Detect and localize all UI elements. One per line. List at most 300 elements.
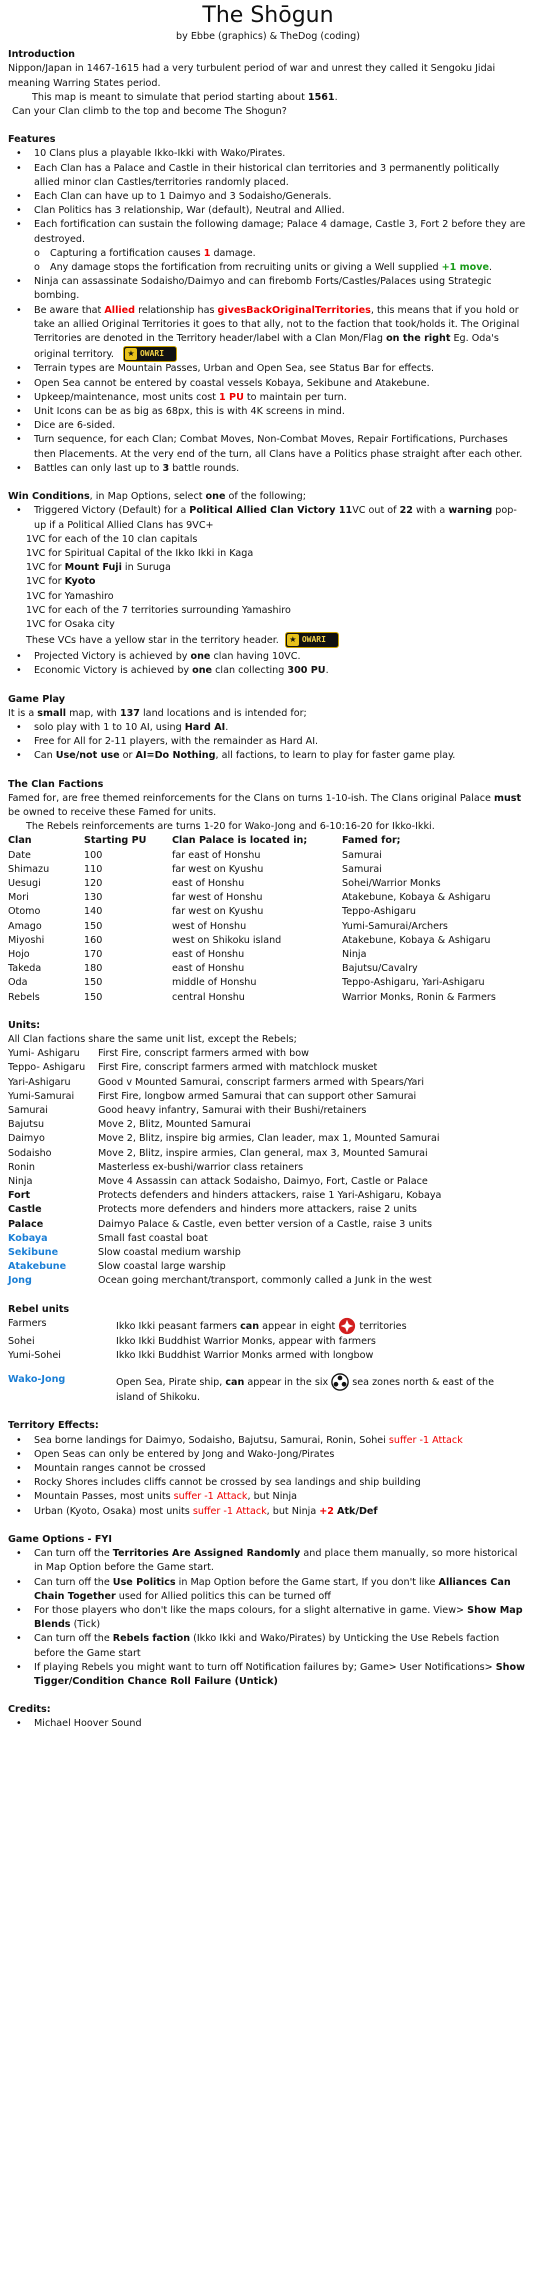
starting-pu: 150: [84, 977, 103, 989]
unit-desc: Move 2, Blitz, inspire big armies, Clan leader, max 1, Mounted Samurai: [98, 1133, 440, 1145]
unit-name: Bajutsu: [8, 1119, 45, 1131]
sub-text: damage.: [210, 247, 256, 259]
intro-heading: Introduction: [8, 49, 75, 61]
vc-line: [8, 575, 528, 589]
unit-name: Yumi- Ashigaru: [8, 1048, 80, 1060]
table-row: [8, 1363, 516, 1373]
credits-list: [8, 1717, 528, 1731]
text: Mount Fuji: [64, 562, 122, 574]
text: one: [192, 665, 213, 677]
unit-desc: Slow coastal medium warship: [98, 1247, 241, 1259]
document-page: [0, 2, 536, 1732]
text: VC out of: [352, 505, 400, 517]
text: Projected Victory is achieved by: [34, 651, 191, 663]
table-row: [8, 1203, 441, 1217]
text: Atk/Def: [337, 1505, 378, 1517]
clan-name: Oda: [8, 977, 28, 989]
text: (Ikko Ikki and Wako/Pirates) by Unticking the Use Rebels faction before the Game start: [34, 1633, 500, 1659]
unit-desc: Move 2, Blitz, Mounted Samurai: [98, 1119, 251, 1131]
list-item: • Each Clan has a Palace and Castle in their historical clan territories and 3 permanently politically allied minor clan Castles/territories randomly placed.: [34, 162, 528, 190]
unit-name: Wako-Jong: [8, 1374, 66, 1386]
intro-text: This map is meant to simulate that period starting about: [32, 91, 308, 103]
text: can: [225, 1377, 245, 1389]
intro-year: 1561: [307, 91, 335, 103]
palace-location: east of Honshu: [172, 877, 245, 889]
features-list-2: [8, 275, 528, 476]
unit-name: Yari-Ashigaru: [8, 1076, 71, 1088]
options-list: [8, 1547, 528, 1689]
palace-location: far east of Honshu: [172, 849, 261, 861]
text: Can turn off the: [34, 1633, 113, 1645]
table-row: [8, 1132, 441, 1146]
text: appear in the six: [244, 1377, 332, 1389]
list-item: • Mountain ranges cannot be crossed: [34, 1462, 528, 1476]
text: one: [205, 491, 226, 503]
move-bonus: +1 move: [441, 262, 490, 274]
unit-desc: [116, 1373, 516, 1405]
unit-name: Castle: [8, 1204, 42, 1216]
features-heading: Features: [8, 134, 56, 146]
sub-item: o Capturing a fortification causes 1 damage.: [34, 247, 256, 259]
text: to maintain per turn.: [243, 391, 347, 403]
list-item: • Open Seas can only be entered by Jong and Wako-Jong/Pirates: [34, 1448, 528, 1462]
text: It is a: [8, 707, 38, 719]
text: These VCs have a yellow star in the territory header.: [26, 635, 279, 647]
unit-desc: First Fire, conscript farmers armed with matchlock musket: [98, 1062, 378, 1074]
list-item: [34, 1434, 528, 1448]
unit-name: Yumi-Samurai: [8, 1090, 75, 1102]
list-item: • 10 Clans plus a playable Ikko-Ikki with Wako/Pirates.: [34, 147, 528, 161]
vc-line: 1VC for each of the 10 clan capitals: [26, 533, 198, 545]
text: be owned to receive these Famed for units.: [8, 806, 217, 818]
gameplay-list: [8, 721, 528, 764]
text: Ikko Ikki peasant farmers: [116, 1320, 241, 1332]
text: Rebels faction: [112, 1633, 191, 1645]
text: battle rounds.: [169, 462, 240, 474]
text: one: [190, 651, 211, 663]
clan-name: Date: [8, 849, 31, 861]
palace-location: east of Honshu: [172, 963, 245, 975]
text: Show Tigger/Condition Chance Roll Failure (Untick): [34, 1661, 525, 1687]
list-item: • Dice are 6-sided.: [34, 419, 528, 433]
clans-table-body: [8, 849, 496, 1005]
famed-for: Warrior Monks, Ronin & Farmers: [342, 991, 496, 1003]
list-item: • Clan Politics has 3 relationship, War (default), Neutral and Allied.: [34, 204, 528, 218]
win-list: [8, 504, 528, 532]
penalty: suffer -1 Attack: [192, 1505, 267, 1517]
clans-rebels-note: The Rebels reinforcements are turns 1-20 for Wako-Jong and 6-10:16-20 for Ikko-Ikki.: [26, 821, 435, 833]
territory-badge-owari: [123, 346, 177, 362]
territory-list: [8, 1434, 528, 1519]
vc-line: 1VC for Yamashiro: [26, 590, 114, 602]
table-row: [8, 1274, 441, 1288]
famed-for: Bajutsu/Cavalry: [342, 963, 418, 975]
column-header: Starting PU: [84, 835, 147, 847]
list-item: [34, 1661, 528, 1689]
palace-location: middle of Honshu: [172, 977, 257, 989]
vc-line: 1VC for Spiritual Capital of the Ikko Ikki in Kaga: [26, 547, 254, 559]
unit-desc: [116, 1317, 516, 1335]
starting-pu: 130: [84, 892, 103, 904]
text: Urban (Kyoto, Osaka) most units: [34, 1505, 193, 1517]
text: 22: [399, 505, 413, 517]
clan-name: Amago: [8, 920, 42, 932]
palace-location: far west on Kyushu: [172, 863, 264, 875]
list-item: • Michael Hoover Sound: [34, 1717, 528, 1731]
starting-pu: 150: [84, 991, 103, 1003]
unit-desc: Small fast coastal boat: [98, 1232, 208, 1244]
text: Show Map Blends: [34, 1604, 523, 1631]
sub-item: o Any damage stops the fortification from recruiting units or giving a Well supplied +1 move.: [34, 262, 493, 274]
unit-desc: Good heavy infantry, Samurai with their Bushi/retainers: [98, 1105, 367, 1117]
unit-desc: Move 4 Assassin can attack Sodaisho, Daimyo, Fort, Castle or Palace: [98, 1176, 428, 1188]
gives-back-keyword: givesBackOriginalTerritories: [217, 304, 371, 316]
list-item: [34, 1490, 528, 1504]
sub-text: Any damage stops the fortification from recruiting units or giving a Well supplied: [50, 262, 442, 274]
text: , but Ninja: [247, 1491, 298, 1503]
famed-for: Samurai: [342, 863, 382, 875]
text: warning: [448, 505, 493, 517]
list-item: [34, 749, 528, 763]
text: Can turn off the: [34, 1548, 113, 1560]
famed-for: Atakebune, Kobaya & Ashigaru: [342, 934, 491, 946]
text: relationship has: [135, 304, 218, 316]
text: Kyoto: [64, 576, 96, 588]
text: Alliances Can Chain Together: [34, 1576, 511, 1602]
table-row: [8, 1118, 441, 1132]
features-list: [8, 147, 528, 246]
unit-name: Palace: [8, 1218, 44, 1230]
unit-desc: Ocean going merchant/transport, commonly called a Junk in the west: [98, 1275, 432, 1287]
text: or: [119, 750, 136, 762]
unit-desc: Protects defenders and hinders attackers, raise 1 Yari-Ashigaru, Kobaya: [98, 1190, 442, 1202]
unit-name: Daimyo: [8, 1133, 45, 1145]
palace-location: east of Honshu: [172, 948, 245, 960]
unit-name: Ninja: [8, 1176, 33, 1188]
text: must: [493, 792, 522, 804]
clan-name: Shimazu: [8, 863, 50, 875]
text: with a: [412, 505, 449, 517]
starting-pu: 110: [84, 863, 103, 875]
star-icon: ★: [125, 348, 137, 360]
rebels-heading: Rebel units: [8, 1303, 70, 1315]
units-intro: All Clan factions share the same unit list, except the Rebels;: [8, 1034, 297, 1045]
text: Hard AI: [184, 721, 226, 733]
list-item: [34, 304, 528, 363]
unit-desc: Move 2, Blitz, inspire armies, Clan general, max 3, Mounted Samurai: [98, 1147, 428, 1159]
text: pop-up if a Political Allied Clans has 9VC+: [34, 505, 517, 531]
text: Be aware that: [34, 304, 105, 316]
unit-name: Atakebune: [8, 1261, 67, 1273]
star-icon: ★: [287, 634, 299, 646]
unit-desc: Ikko Ikki Buddhist Warrior Monks, appear with farmers: [116, 1335, 376, 1347]
list-item: [34, 664, 528, 678]
table-row: [8, 877, 496, 891]
unit-desc: Ikko Ikki Buddhist Warrior Monks armed with longbow: [116, 1350, 374, 1362]
table-row: [8, 1349, 516, 1363]
table-row: [8, 991, 496, 1005]
unit-name: Sohei: [8, 1335, 35, 1347]
table-row: [8, 849, 496, 863]
clan-name: Uesugi: [8, 877, 41, 889]
table-row: [8, 1076, 441, 1090]
ikko-ikki-mon-icon: [338, 1317, 356, 1335]
text: If playing Rebels you might want to turn off Notification failures by; Game> User Notifications>: [34, 1661, 496, 1673]
text: .: [225, 721, 229, 733]
text: , in Map Options, select: [89, 491, 206, 503]
unit-desc: Good v Mounted Samurai, conscript farmers armed with Spears/Yari: [98, 1076, 425, 1088]
clan-name: Hojo: [8, 948, 30, 960]
text: can: [240, 1320, 260, 1332]
text: used for Allied politics this can be turned off: [115, 1590, 331, 1602]
text: appear in eight: [259, 1320, 339, 1332]
table-row: [8, 948, 496, 962]
clans-intro: [8, 792, 528, 820]
unit-name: Teppo- Ashigaru: [8, 1062, 86, 1074]
table-row: [8, 1260, 441, 1274]
table-row: [8, 1161, 441, 1175]
territory-badge-owari: [285, 632, 339, 648]
famed-for: Teppo-Ashigaru: [342, 906, 416, 918]
starting-pu: 160: [84, 934, 103, 946]
table-row: [8, 1317, 516, 1335]
table-row: [8, 920, 496, 934]
text: 137: [119, 707, 140, 719]
palace-location: far west on Kyushu: [172, 906, 264, 918]
list-item: • Rocky Shores includes cliffs cannot be crossed by sea landings and ship building: [34, 1476, 528, 1490]
table-row: [8, 905, 496, 919]
credits-heading: Credits:: [8, 1704, 51, 1716]
list-item: [34, 391, 528, 405]
famed-for: Teppo-Ashigaru, Yari-Ashigaru: [342, 977, 485, 989]
table-row: [8, 1218, 441, 1232]
famed-for: Yumi-Samurai/Archers: [342, 920, 448, 932]
page-title: The Shōgun: [202, 3, 334, 28]
table-row: [8, 962, 496, 976]
list-item: [34, 650, 528, 664]
gameplay-intro: [8, 707, 528, 721]
text: Sea borne landings for Daimyo, Sodaisho, Bajutsu, Samurai, Ronin, Sohei: [34, 1434, 389, 1446]
penalty: suffer -1 Attack: [173, 1491, 248, 1503]
starting-pu: 180: [84, 963, 103, 975]
text: map, with: [66, 707, 120, 719]
list-item: • Open Sea cannot be entered by coastal vessels Kobaya, Sekibune and Atakebune.: [34, 377, 528, 391]
text: sea zones north & east of the island of Shikoku.: [116, 1377, 494, 1404]
list-item: • Terrain types are Mountain Passes, Urban and Open Sea, see Status Bar for effects.: [34, 362, 528, 376]
list-item: [34, 1547, 528, 1575]
unit-name: Jong: [8, 1275, 32, 1287]
badge-label: OWARI: [139, 349, 165, 359]
text: Famed for, are free themed reinforcements for the Clans on turns 1-10-ish. The Clans original Palace: [8, 792, 494, 804]
clan-name: Takeda: [8, 963, 42, 975]
list-item: • Ninja can assassinate Sodaisho/Daimyo and can firebomb Forts/Castles/Palaces using Strategic bombing.: [34, 275, 528, 303]
units-heading: Units:: [8, 1019, 41, 1031]
text: 300 PU: [287, 665, 326, 677]
text: clan having 10VC.: [210, 651, 301, 663]
text: Territories Are Assigned Randomly: [112, 1548, 301, 1560]
column-header: Clan: [8, 835, 32, 847]
unit-desc: Slow coastal large warship: [98, 1261, 226, 1273]
text: Triggered Victory (Default) for a: [34, 505, 190, 517]
palace-location: west of Honshu: [172, 920, 247, 932]
text: , but Ninja: [266, 1505, 320, 1517]
famed-for: Ninja: [342, 948, 367, 960]
gameplay-heading: Game Play: [8, 693, 65, 705]
clan-name: Mori: [8, 892, 29, 904]
text: in Suruga: [121, 562, 171, 574]
clans-table: [8, 834, 496, 1004]
unit-name: Fort: [8, 1190, 31, 1202]
text: in Map Option before the Game start, If you don't like: [175, 1576, 439, 1588]
battle-rounds: 3: [162, 462, 170, 474]
damage-value: 1: [203, 247, 211, 259]
unit-name: Kobaya: [8, 1232, 48, 1244]
list-item: [34, 1505, 528, 1519]
table-row: [8, 891, 496, 905]
table-row: [8, 863, 496, 877]
unit-name: Sekibune: [8, 1247, 59, 1259]
table-row: [8, 934, 496, 948]
text: Battles can only last up to: [34, 462, 163, 474]
badge-label: OWARI: [301, 635, 326, 645]
famed-for: Sohei/Warrior Monks: [342, 877, 441, 889]
table-row: [8, 1232, 441, 1246]
column-header: Clan Palace is located in;: [172, 835, 308, 847]
text: solo play with 1 to 10 AI, using: [34, 721, 185, 733]
text: small: [37, 707, 67, 719]
starting-pu: 150: [84, 920, 103, 932]
table-row: [8, 1175, 441, 1189]
starting-pu: 100: [84, 849, 103, 861]
unit-desc: First Fire, conscript farmers armed with bow: [98, 1048, 309, 1060]
win-heading: [8, 490, 528, 504]
table-row: [8, 1090, 441, 1104]
list-item: • Free for All for 2-11 players, with the remainder as Hard AI.: [34, 735, 528, 749]
text: Use Politics: [112, 1576, 176, 1588]
allied-keyword: Allied: [104, 304, 136, 316]
units-table: [8, 1047, 441, 1288]
sub-text: Capturing a fortification causes: [50, 247, 204, 259]
text: clan collecting: [212, 665, 288, 677]
table-row: [8, 1189, 441, 1203]
unit-name: Samurai: [8, 1105, 48, 1117]
text: Use/not use: [55, 750, 120, 762]
text: Political Allied Clan Victory 11: [189, 505, 353, 517]
clans-heading: The Clan Factions: [8, 778, 104, 790]
text: Mountain Passes, most units: [34, 1491, 174, 1503]
starting-pu: 120: [84, 877, 103, 889]
starting-pu: 140: [84, 906, 103, 918]
clan-name: Rebels: [8, 991, 40, 1003]
table-row: [8, 1147, 441, 1161]
wako-pirate-mon-icon: [331, 1373, 349, 1391]
list-item: [34, 1604, 528, 1632]
text: , all factions, to learn to play for faster game play.: [215, 750, 456, 762]
text: of the following;: [225, 491, 306, 503]
text: .: [325, 665, 329, 677]
rebels-table: [8, 1317, 516, 1406]
table-row: [8, 1061, 441, 1075]
vc-line: [8, 561, 528, 575]
text: Eg. Oda's original territory.: [34, 333, 499, 361]
table-row: [8, 1246, 441, 1260]
penalty: suffer -1 Attack: [388, 1434, 463, 1446]
win-list-2: [8, 650, 528, 678]
unit-name: Yumi-Sohei: [8, 1350, 61, 1362]
text: For those players who don't like the maps colours, for a slight alternative in game. View>: [34, 1604, 468, 1616]
palace-location: far west of Honshu: [172, 892, 263, 904]
text: Open Sea, Pirate ship,: [116, 1377, 226, 1389]
byline: by Ebbe (graphics) & TheDog (coding): [176, 31, 360, 42]
sub-text: .: [489, 262, 493, 274]
text: (Tick): [70, 1619, 101, 1631]
text: 1VC for: [26, 562, 65, 574]
vc-line: 1VC for each of the 7 territories surrounding Yamashiro: [26, 604, 291, 616]
vc-line: 1VC for Osaka city: [26, 618, 115, 630]
table-row: [8, 1104, 441, 1118]
palace-location: central Honshu: [172, 991, 245, 1003]
list-item: • Unit Icons can be as big as 68px, this is with 4K screens in mind.: [34, 405, 528, 419]
text: AI=Do Nothing: [135, 750, 216, 762]
text: 1VC for: [26, 576, 65, 588]
win-title: Win Conditions: [8, 491, 90, 503]
palace-location: west on Shikoku island: [172, 934, 282, 946]
text: Economic Victory is achieved by: [34, 665, 193, 677]
starting-pu: 170: [84, 948, 103, 960]
vc-line: [8, 632, 528, 650]
upkeep-cost: 1 PU: [219, 391, 244, 403]
units-table-body: [8, 1047, 441, 1288]
list-item: • Turn sequence, for each Clan; Combat Moves, Non-Combat Moves, Repair Fortifications, Purchases then Placements. At the very end of the turn, all Clans have a Politics phase straight after each other.: [34, 433, 528, 461]
famed-for: Samurai: [342, 849, 382, 861]
list-item: [34, 1576, 528, 1604]
unit-name: Ronin: [8, 1161, 35, 1173]
unit-desc: First Fire, longbow armed Samurai that can support other Samurai: [98, 1090, 417, 1102]
options-heading: Game Options - FYI: [8, 1533, 112, 1545]
intro-paragraph-3: Can your Clan climb to the top and become The Shogun?: [12, 106, 287, 118]
table-row: [8, 1047, 441, 1061]
intro-paragraph-1: Nippon/Japan in 1467-1615 had a very turbulent period of war and unrest they called it Sengoku Jidai meaning Warring States period.: [8, 63, 496, 89]
on-the-right: on the right: [386, 333, 451, 345]
table-row: [8, 1373, 516, 1405]
unit-desc: Protects more defenders and hinders more attackers, raise 2 units: [98, 1204, 417, 1216]
list-item: [34, 462, 528, 476]
clan-name: Miyoshi: [8, 934, 45, 946]
text: Upkeep/maintenance, most units cost: [34, 391, 220, 403]
famed-for: Atakebune, Kobaya & Ashigaru: [342, 892, 491, 904]
list-item: • Each fortification can sustain the following damage; Palace 4 damage, Castle 3, Fort 2 before they are destroyed.: [34, 218, 528, 246]
text: , this means that if you hold or take an allied Original Territories it goes to that ally, not to the faction that took/holds it. The Original Territories are denoted in the Territory header/label with a Clan Mon/Flag: [34, 304, 520, 345]
text: territories: [356, 1320, 407, 1332]
column-header: Famed for;: [342, 835, 401, 847]
text: land locations and is intended for;: [139, 707, 307, 719]
clan-name: Otomo: [8, 906, 41, 918]
unit-name: Farmers: [8, 1317, 47, 1329]
list-item: [34, 721, 528, 735]
unit-desc: Daimyo Palace & Castle, even better version of a Castle, raise 3 units: [98, 1218, 433, 1230]
unit-desc: Masterless ex-bushi/warrior class retainers: [98, 1161, 304, 1173]
table-header-row: [8, 834, 496, 848]
territory-heading: Territory Effects:: [8, 1420, 99, 1432]
text: Can turn off the: [34, 1576, 113, 1588]
table-row: [8, 976, 496, 990]
list-item: • Each Clan can have up to 1 Daimyo and 3 Sodaisho/Generals.: [34, 190, 528, 204]
list-item: [34, 504, 528, 532]
intro-text: .: [334, 91, 338, 103]
text: and place them manually, so more historical in Map Option before the Game start.: [34, 1548, 518, 1574]
unit-name: Sodaisho: [8, 1147, 52, 1159]
intro-paragraph-2: [8, 91, 528, 105]
